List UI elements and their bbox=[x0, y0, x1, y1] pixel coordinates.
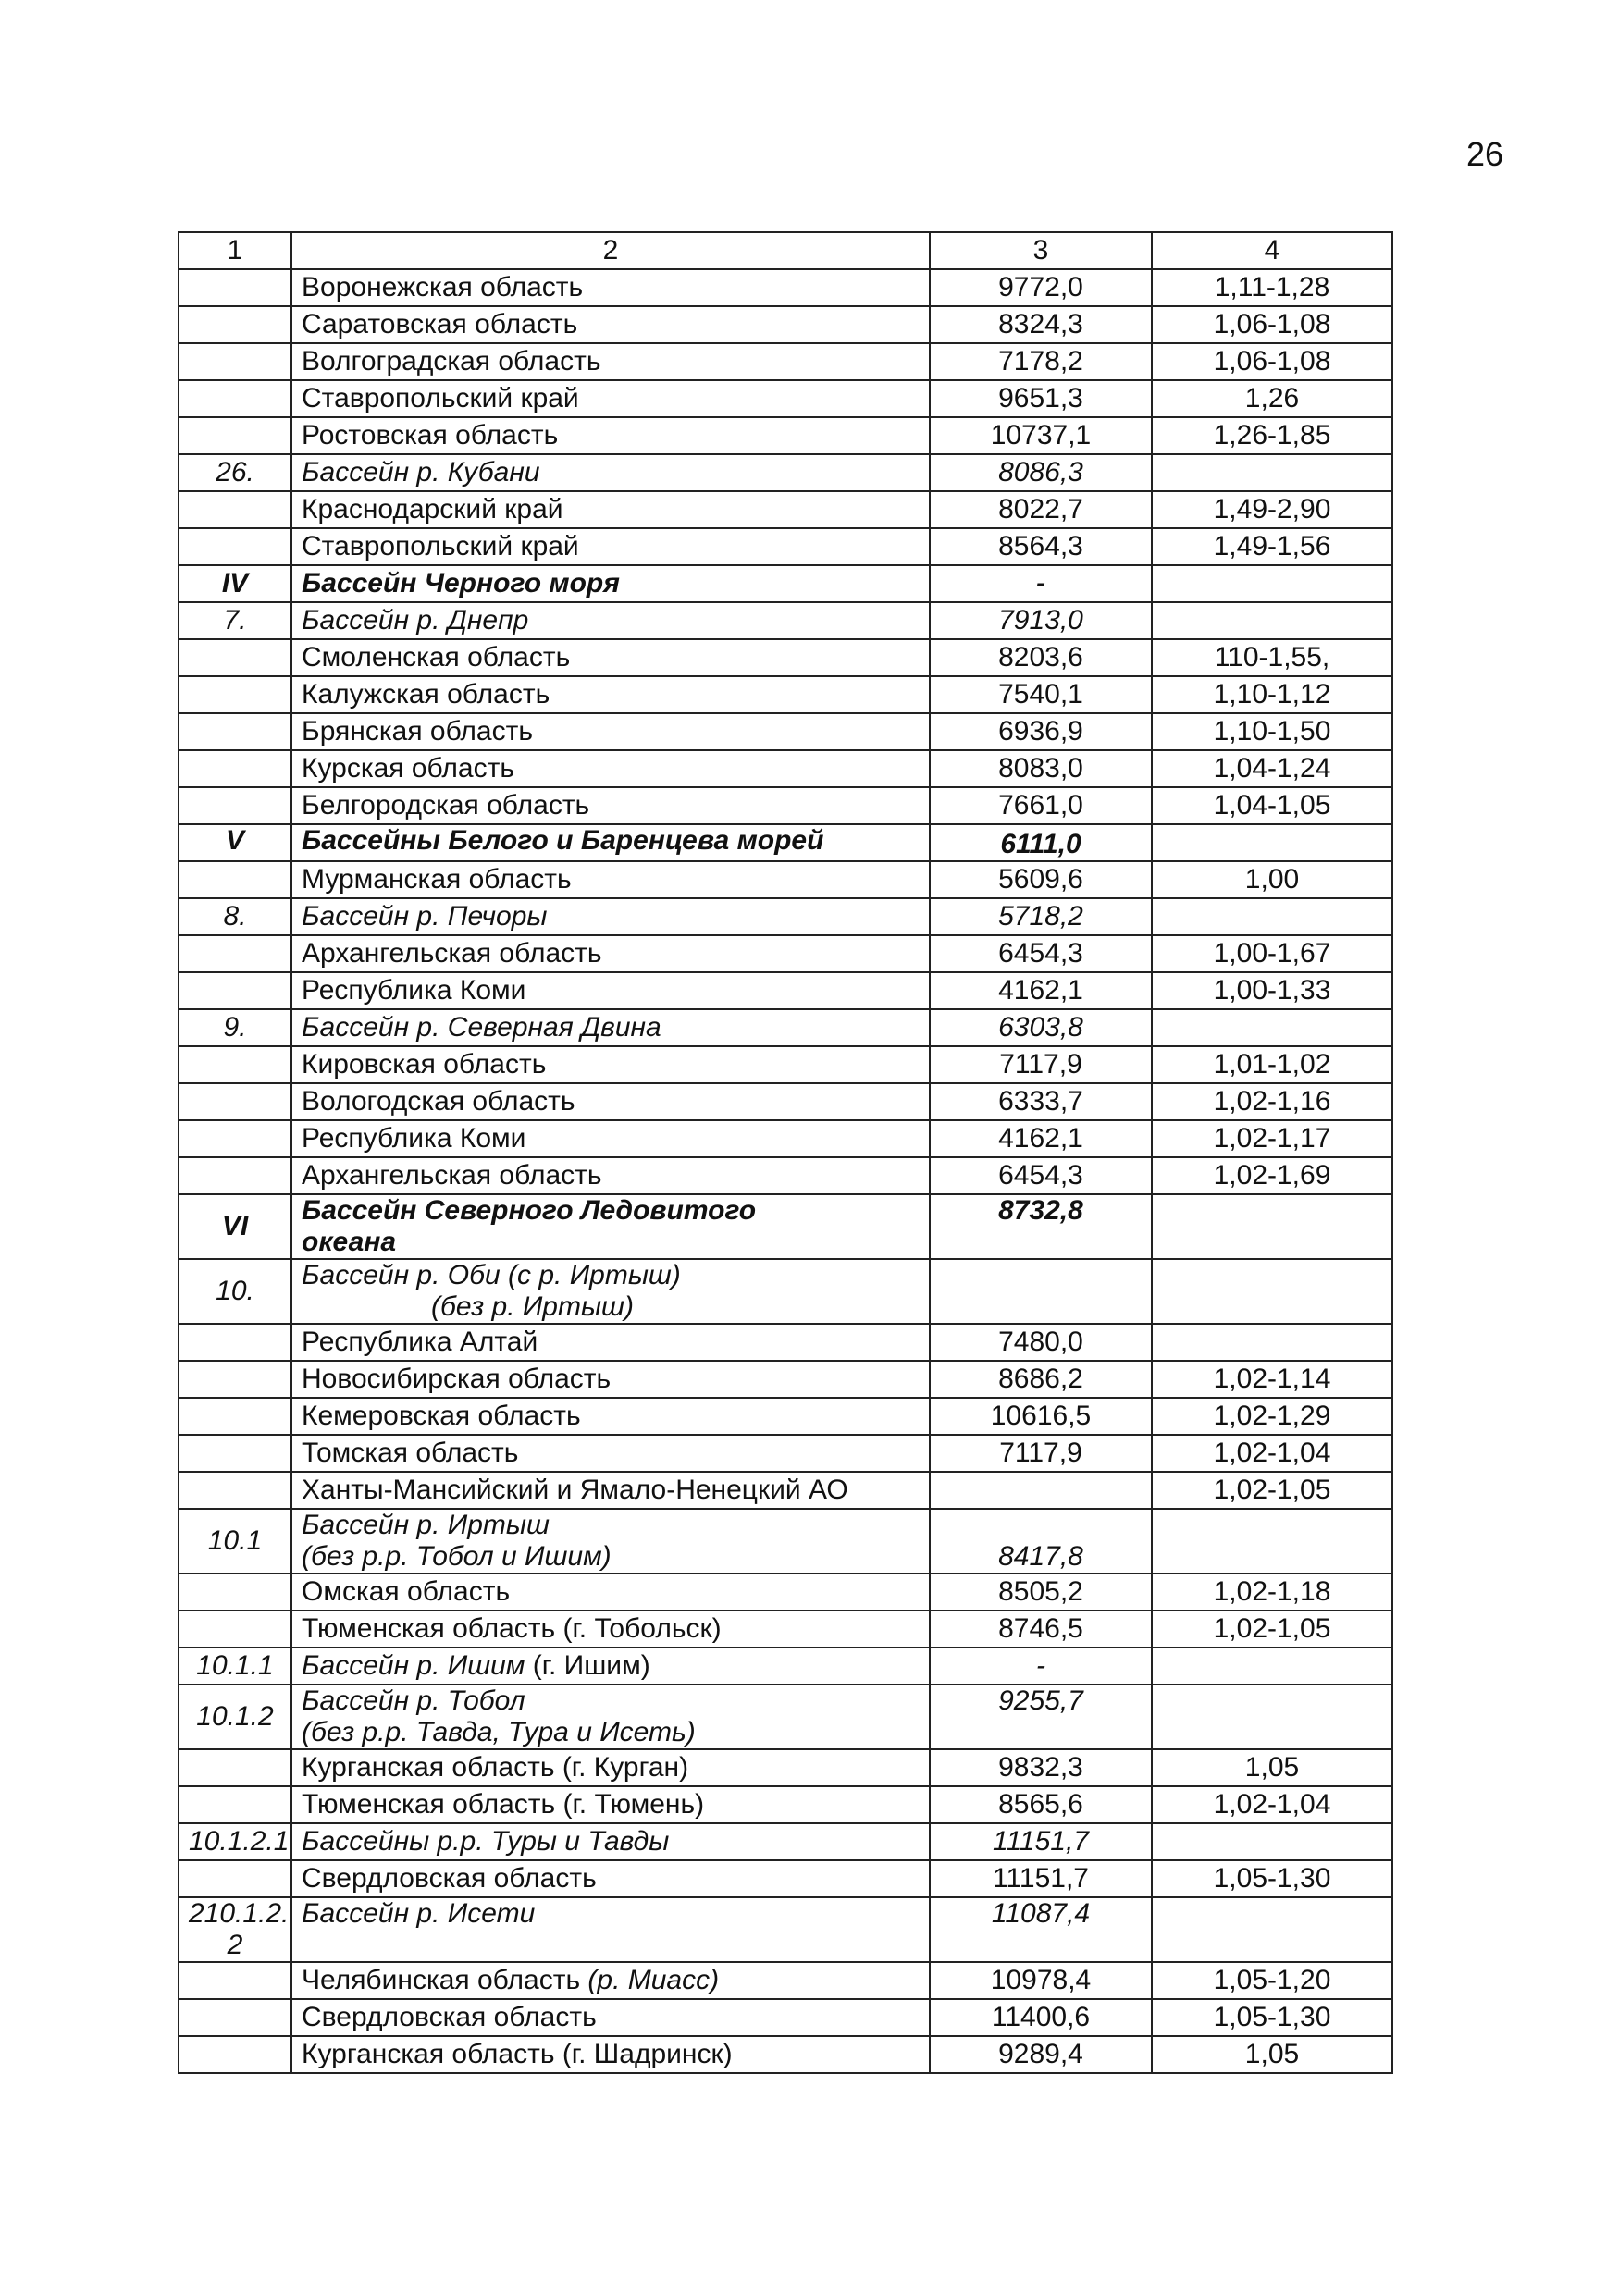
value-cell: 4162,1 bbox=[930, 972, 1152, 1009]
row-number: 10.1.1 bbox=[179, 1648, 291, 1685]
table-row bbox=[179, 972, 1392, 1009]
row-number: VI bbox=[179, 1194, 291, 1259]
table-row bbox=[179, 528, 1392, 565]
region-name: Саратовская область bbox=[291, 306, 930, 343]
value-cell: 11400,6 bbox=[930, 1999, 1152, 2036]
value-cell: 11151,7 bbox=[930, 1823, 1152, 1860]
value-cell: 9651,3 bbox=[930, 380, 1152, 417]
table-row bbox=[179, 454, 1392, 491]
row-number bbox=[179, 1574, 291, 1611]
row-number bbox=[179, 750, 291, 787]
coefficient-cell: 1,00 bbox=[1152, 861, 1392, 898]
coefficient-cell bbox=[1152, 1823, 1392, 1860]
table-row bbox=[179, 713, 1392, 750]
row-number bbox=[179, 1962, 291, 1999]
row-number bbox=[179, 639, 291, 676]
coefficient-cell: 1,11-1,28 bbox=[1152, 269, 1392, 306]
coefficient-cell: 1,05-1,20 bbox=[1152, 1962, 1392, 1999]
region-name: Республика Коми bbox=[291, 972, 930, 1009]
table-row bbox=[179, 935, 1392, 972]
region-name: Мурманская область bbox=[291, 861, 930, 898]
coefficient-cell: 1,05 bbox=[1152, 2036, 1392, 2073]
value-cell: 10737,1 bbox=[930, 417, 1152, 454]
row-number: IV bbox=[179, 565, 291, 602]
row-number bbox=[179, 1398, 291, 1435]
row-number bbox=[179, 1860, 291, 1897]
table-row bbox=[179, 1194, 1392, 1259]
table-row bbox=[179, 380, 1392, 417]
value-cell: 6303,8 bbox=[930, 1009, 1152, 1046]
row-number: V bbox=[179, 824, 291, 861]
row-number: 10. bbox=[179, 1259, 291, 1324]
value-cell: 10978,4 bbox=[930, 1962, 1152, 1999]
row-number: 10.1 bbox=[179, 1509, 291, 1574]
basin-name: Бассейн р. Ишим (г. Ишим) bbox=[291, 1648, 930, 1685]
table-row bbox=[179, 824, 1392, 861]
row-number: 210.1.2. 2 bbox=[179, 1897, 291, 1962]
coefficient-cell: 1,06-1,08 bbox=[1152, 306, 1392, 343]
row-number bbox=[179, 343, 291, 380]
value-cell: 7540,1 bbox=[930, 676, 1152, 713]
row-number bbox=[179, 935, 291, 972]
row-number bbox=[179, 491, 291, 528]
table-row bbox=[179, 1648, 1392, 1685]
basin-name: Бассейн р. Исети bbox=[291, 1897, 930, 1962]
region-name: Курская область bbox=[291, 750, 930, 787]
basin-name: Бассейны р.р. Туры и Тавды bbox=[291, 1823, 930, 1860]
value-cell: 8564,3 bbox=[930, 528, 1152, 565]
value-cell: 6111,0 bbox=[930, 824, 1152, 861]
table-row bbox=[179, 1361, 1392, 1398]
basin-name: Бассейн р. Днепр bbox=[291, 602, 930, 639]
table-row bbox=[179, 602, 1392, 639]
basin-name: Бассейны Белого и Баренцева морей bbox=[291, 824, 930, 861]
basin-name: Бассейн Северного Ледовитого океана bbox=[291, 1194, 930, 1259]
value-cell bbox=[930, 1472, 1152, 1509]
basin-name: Бассейн р. Печоры bbox=[291, 898, 930, 935]
row-number bbox=[179, 787, 291, 824]
coefficient-cell: 1,02-1,16 bbox=[1152, 1083, 1392, 1120]
basin-name: Бассейн р. Северная Двина bbox=[291, 1009, 930, 1046]
row-number: 10.1.2.1 bbox=[179, 1823, 291, 1860]
region-name: Тюменская область (г. Тобольск) bbox=[291, 1611, 930, 1648]
coefficient-cell: 1,26-1,85 bbox=[1152, 417, 1392, 454]
table-row bbox=[179, 1962, 1392, 1999]
row-number: 26. bbox=[179, 454, 291, 491]
region-name: Архангельская область bbox=[291, 935, 930, 972]
table-row bbox=[179, 898, 1392, 935]
coefficient-cell: 1,00-1,67 bbox=[1152, 935, 1392, 972]
table-row bbox=[179, 1860, 1392, 1897]
table-row bbox=[179, 1685, 1392, 1749]
coefficient-cell: 1,49-2,90 bbox=[1152, 491, 1392, 528]
basin-name: Бассейн р. Оби (с р. Иртыш) (без р. Иртыш) bbox=[291, 1259, 930, 1324]
value-cell: 8022,7 bbox=[930, 491, 1152, 528]
value-cell: 8746,5 bbox=[930, 1611, 1152, 1648]
value-cell bbox=[930, 1259, 1152, 1324]
coefficient-cell: 1,06-1,08 bbox=[1152, 343, 1392, 380]
coefficient-cell bbox=[1152, 1648, 1392, 1685]
region-name: Тюменская область (г. Тюмень) bbox=[291, 1786, 930, 1823]
row-number bbox=[179, 972, 291, 1009]
coefficient-cell: 1,02-1,29 bbox=[1152, 1398, 1392, 1435]
row-number bbox=[179, 1083, 291, 1120]
table-row bbox=[179, 1398, 1392, 1435]
table-row bbox=[179, 1435, 1392, 1472]
row-number bbox=[179, 676, 291, 713]
row-number bbox=[179, 1046, 291, 1083]
region-name: Омская область bbox=[291, 1574, 930, 1611]
row-number bbox=[179, 1749, 291, 1786]
value-cell: 8324,3 bbox=[930, 306, 1152, 343]
table-row bbox=[179, 1749, 1392, 1786]
value-cell: 7913,0 bbox=[930, 602, 1152, 639]
coefficient-cell: 1,01-1,02 bbox=[1152, 1046, 1392, 1083]
coefficient-cell: 110-1,55, bbox=[1152, 639, 1392, 676]
table-row bbox=[179, 343, 1392, 380]
row-number bbox=[179, 713, 291, 750]
region-name: Белгородская область bbox=[291, 787, 930, 824]
region-name: Ставропольский край bbox=[291, 528, 930, 565]
region-name: Воронежская область bbox=[291, 269, 930, 306]
row-number bbox=[179, 1786, 291, 1823]
table-row bbox=[179, 1897, 1392, 1962]
header-cell: 4 bbox=[1152, 232, 1392, 269]
coefficient-cell: 1,02-1,05 bbox=[1152, 1611, 1392, 1648]
value-cell: 5609,6 bbox=[930, 861, 1152, 898]
value-cell: 8686,2 bbox=[930, 1361, 1152, 1398]
row-number bbox=[179, 1999, 291, 2036]
coefficient-cell: 1,10-1,50 bbox=[1152, 713, 1392, 750]
value-cell: 11087,4 bbox=[930, 1897, 1152, 1962]
value-cell: 8083,0 bbox=[930, 750, 1152, 787]
table-row bbox=[179, 1083, 1392, 1120]
header-cell: 3 bbox=[930, 232, 1152, 269]
row-number bbox=[179, 1361, 291, 1398]
region-name: Новосибирская область bbox=[291, 1361, 930, 1398]
region-name: Кемеровская область bbox=[291, 1398, 930, 1435]
row-number bbox=[179, 1120, 291, 1157]
row-number bbox=[179, 2036, 291, 2073]
coefficient-cell: 1,02-1,04 bbox=[1152, 1435, 1392, 1472]
value-cell: - bbox=[930, 565, 1152, 602]
value-cell: 7661,0 bbox=[930, 787, 1152, 824]
row-number bbox=[179, 417, 291, 454]
coefficient-cell: 1,02-1,14 bbox=[1152, 1361, 1392, 1398]
table-row bbox=[179, 1009, 1392, 1046]
table-row bbox=[179, 676, 1392, 713]
coefficient-cell: 1,02-1,18 bbox=[1152, 1574, 1392, 1611]
row-number bbox=[179, 306, 291, 343]
row-number bbox=[179, 1157, 291, 1194]
row-number: 8. bbox=[179, 898, 291, 935]
value-cell: 8732,8 bbox=[930, 1194, 1152, 1259]
region-name: Свердловская область bbox=[291, 1999, 930, 2036]
value-cell: 6454,3 bbox=[930, 935, 1152, 972]
value-cell: 5718,2 bbox=[930, 898, 1152, 935]
table-row bbox=[179, 1611, 1392, 1648]
value-cell: 9255,7 bbox=[930, 1685, 1152, 1749]
value-cell: 7117,9 bbox=[930, 1046, 1152, 1083]
table-row bbox=[179, 639, 1392, 676]
region-name: Калужская область bbox=[291, 676, 930, 713]
basin-name: Бассейн р. Кубани bbox=[291, 454, 930, 491]
table-row bbox=[179, 1046, 1392, 1083]
table-row bbox=[179, 1259, 1392, 1324]
coefficient-cell: 1,02-1,05 bbox=[1152, 1472, 1392, 1509]
region-name: Смоленская область bbox=[291, 639, 930, 676]
coefficient-cell: 1,26 bbox=[1152, 380, 1392, 417]
row-number bbox=[179, 1472, 291, 1509]
value-cell: 8565,6 bbox=[930, 1786, 1152, 1823]
region-name: Архангельская область bbox=[291, 1157, 930, 1194]
coefficient-cell bbox=[1152, 454, 1392, 491]
coefficient-cell: 1,10-1,12 bbox=[1152, 676, 1392, 713]
data-table bbox=[178, 231, 1393, 2074]
region-name: Брянская область bbox=[291, 713, 930, 750]
value-cell: - bbox=[930, 1648, 1152, 1685]
coefficient-cell bbox=[1152, 1259, 1392, 1324]
value-cell: 9772,0 bbox=[930, 269, 1152, 306]
page-number: 26 bbox=[1465, 135, 1503, 173]
table-row bbox=[179, 306, 1392, 343]
coefficient-cell: 1,02-1,04 bbox=[1152, 1786, 1392, 1823]
table-row bbox=[179, 750, 1392, 787]
coefficient-cell bbox=[1152, 1509, 1392, 1574]
region-name: Ставропольский край bbox=[291, 380, 930, 417]
value-cell: 10616,5 bbox=[930, 1398, 1152, 1435]
header-cell: 2 bbox=[291, 232, 930, 269]
row-number bbox=[179, 528, 291, 565]
value-cell: 4162,1 bbox=[930, 1120, 1152, 1157]
row-number bbox=[179, 1435, 291, 1472]
value-cell: 9289,4 bbox=[930, 2036, 1152, 2073]
region-name: Ханты-Мансийский и Ямало-Ненецкий АО bbox=[291, 1472, 930, 1509]
coefficient-cell: 1,05-1,30 bbox=[1152, 1860, 1392, 1897]
row-number: 10.1.2 bbox=[179, 1685, 291, 1749]
coefficient-cell bbox=[1152, 1324, 1392, 1361]
table-row bbox=[179, 1574, 1392, 1611]
value-cell: 11151,7 bbox=[930, 1860, 1152, 1897]
coefficient-cell: 1,05 bbox=[1152, 1749, 1392, 1786]
coefficient-cell: 1,05-1,30 bbox=[1152, 1999, 1392, 2036]
table-row bbox=[179, 1324, 1392, 1361]
table-row bbox=[179, 417, 1392, 454]
coefficient-cell bbox=[1152, 565, 1392, 602]
coefficient-cell bbox=[1152, 1194, 1392, 1259]
coefficient-cell: 1,49-1,56 bbox=[1152, 528, 1392, 565]
table-row bbox=[179, 1786, 1392, 1823]
region-name: Курганская область (г. Шадринск) bbox=[291, 2036, 930, 2073]
region-name: Республика Коми bbox=[291, 1120, 930, 1157]
table-row bbox=[179, 1509, 1392, 1574]
coefficient-cell: 1,04-1,24 bbox=[1152, 750, 1392, 787]
value-cell: 6333,7 bbox=[930, 1083, 1152, 1120]
value-cell: 9832,3 bbox=[930, 1749, 1152, 1786]
header-row bbox=[179, 232, 1392, 269]
coefficient-cell: 1,02-1,17 bbox=[1152, 1120, 1392, 1157]
row-number: 9. bbox=[179, 1009, 291, 1046]
row-number bbox=[179, 1324, 291, 1361]
row-number bbox=[179, 269, 291, 306]
coefficient-cell bbox=[1152, 1685, 1392, 1749]
coefficient-cell bbox=[1152, 602, 1392, 639]
table-row bbox=[179, 2036, 1392, 2073]
table-row bbox=[179, 861, 1392, 898]
table-row bbox=[179, 1472, 1392, 1509]
region-name: Свердловская область bbox=[291, 1860, 930, 1897]
table-body bbox=[179, 232, 1392, 2073]
basin-name: Бассейн р. Тобол (без р.р. Тавда, Тура и Исеть) bbox=[291, 1685, 930, 1749]
row-number bbox=[179, 380, 291, 417]
value-cell: 7480,0 bbox=[930, 1324, 1152, 1361]
basin-name: Бассейн Черного моря bbox=[291, 565, 930, 602]
coefficient-cell bbox=[1152, 898, 1392, 935]
coefficient-cell: 1,02-1,69 bbox=[1152, 1157, 1392, 1194]
coefficient-cell: 1,00-1,33 bbox=[1152, 972, 1392, 1009]
header-cell: 1 bbox=[179, 232, 291, 269]
region-name: Курганская область (г. Курган) bbox=[291, 1749, 930, 1786]
table-row bbox=[179, 787, 1392, 824]
row-number bbox=[179, 861, 291, 898]
coefficient-cell bbox=[1152, 824, 1392, 861]
table-row bbox=[179, 491, 1392, 528]
region-name: Краснодарский край bbox=[291, 491, 930, 528]
table-row bbox=[179, 565, 1392, 602]
coefficient-cell bbox=[1152, 1897, 1392, 1962]
value-cell: 8505,2 bbox=[930, 1574, 1152, 1611]
region-name: Челябинская область (р. Миасс) bbox=[291, 1962, 930, 1999]
table-row bbox=[179, 1157, 1392, 1194]
value-cell: 8417,8 bbox=[930, 1509, 1152, 1574]
value-cell: 7117,9 bbox=[930, 1435, 1152, 1472]
value-cell: 8203,6 bbox=[930, 639, 1152, 676]
coefficient-cell: 1,04-1,05 bbox=[1152, 787, 1392, 824]
table-row bbox=[179, 1823, 1392, 1860]
table-row bbox=[179, 1120, 1392, 1157]
value-cell: 7178,2 bbox=[930, 343, 1152, 380]
region-name: Республика Алтай bbox=[291, 1324, 930, 1361]
region-name: Волгоградская область bbox=[291, 343, 930, 380]
region-name: Вологодская область bbox=[291, 1083, 930, 1120]
table-row bbox=[179, 1999, 1392, 2036]
region-name: Ростовская область bbox=[291, 417, 930, 454]
table-row bbox=[179, 269, 1392, 306]
value-cell: 6454,3 bbox=[930, 1157, 1152, 1194]
basin-name: Бассейн р. Иртыш (без р.р. Тобол и Ишим) bbox=[291, 1509, 930, 1574]
value-cell: 8086,3 bbox=[930, 454, 1152, 491]
coefficient-cell bbox=[1152, 1009, 1392, 1046]
region-name: Кировская область bbox=[291, 1046, 930, 1083]
row-number bbox=[179, 1611, 291, 1648]
row-number: 7. bbox=[179, 602, 291, 639]
value-cell: 6936,9 bbox=[930, 713, 1152, 750]
region-name: Томская область bbox=[291, 1435, 930, 1472]
